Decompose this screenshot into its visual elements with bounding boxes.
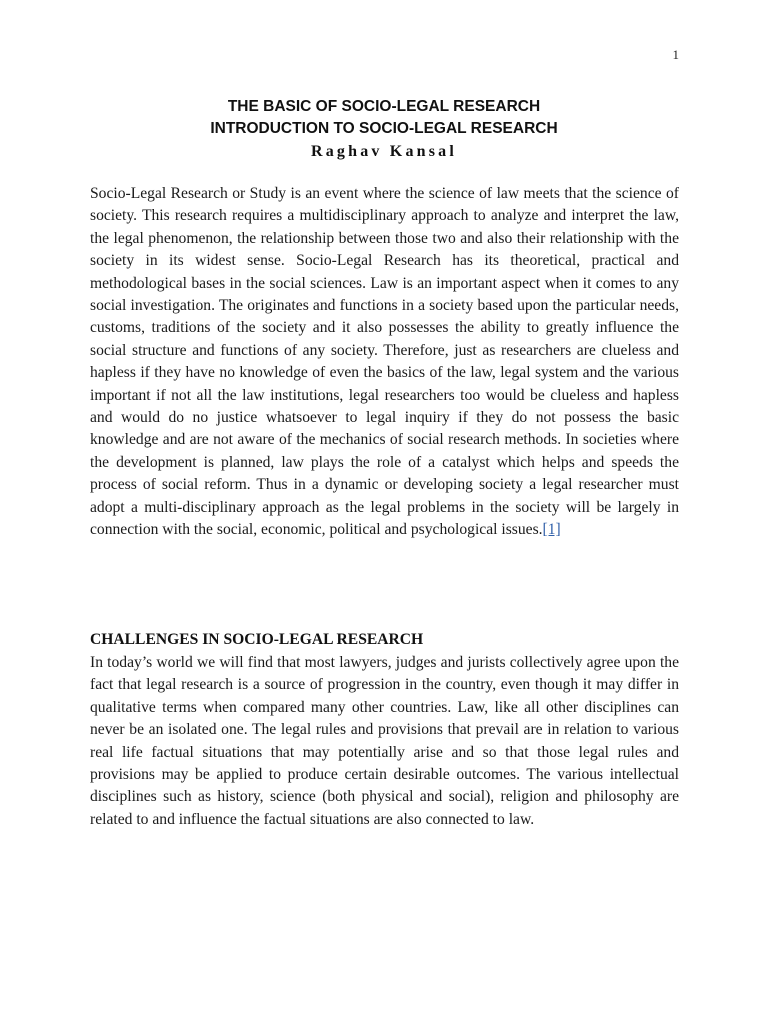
document-subtitle: INTRODUCTION TO SOCIO-LEGAL RESEARCH: [210, 120, 558, 137]
intro-paragraph-text: Socio-Legal Research or Study is an event where the science of law meets that the science of society. This research requires a multidisciplinary approach to analyze and interpret the law, the legal phenomenon, the relationship between those two and also their relationship with the society in its widest sense. Socio-Legal Research has its theoretical, practical and methodological bases in the social sciences. Law is an important aspect when it comes to any social investigation. The originates and functions in a society based upon the particular needs, customs, traditions of the society and it also possesses the ability to greatly influence the social structure and functions of any society. Therefore, just as researchers are clueless and hapless if they have no knowledge of even the basics of the law, legal system and the various important if not all the law institutions, legal researchers too would be clueless and hapless and would do no justice whatsoever to legal inquiry if they do not possess the basic knowledge and are not aware of the mechanics of social research methods. In societies where the development is planned, law plays the role of a catalyst which helps and speeds the process of social reform. Thus in a dynamic or developing society a legal researcher must adopt a multi-disciplinary approach as the legal problems in the society will be largely in connection with the social, economic, political and psychological issues.: [90, 185, 679, 539]
page-number: 1: [672, 47, 679, 62]
section-heading-challenges: CHALLENGES IN SOCIO-LEGAL RESEARCH: [90, 631, 424, 648]
author-name: Raghav Kansal: [310, 143, 458, 160]
footnote-link[interactable]: [1]: [542, 521, 561, 539]
title-block: [0, 96, 768, 163]
intro-paragraph: [90, 183, 679, 542]
document-title: THE BASIC OF SOCIO-LEGAL RESEARCH: [227, 98, 541, 115]
challenges-paragraph: In today’s world we will find that most lawyers, judges and jurists collectively agree upon the fact that legal research is a source of progression in the country, even though it may differ in qualitative terms when compared many other countries. Law, like all other disciplines can never be an isolated one. The legal rules and provisions that prevail are in relation to various real life factual situations that may potentially arise and so that those legal rules and provisions may be applied to produce certain desirable outcomes. The various intellectual disciplines such as history, science (both physical and social), religion and philosophy are related to and influence the factual situations are also connected to law.: [90, 654, 679, 828]
